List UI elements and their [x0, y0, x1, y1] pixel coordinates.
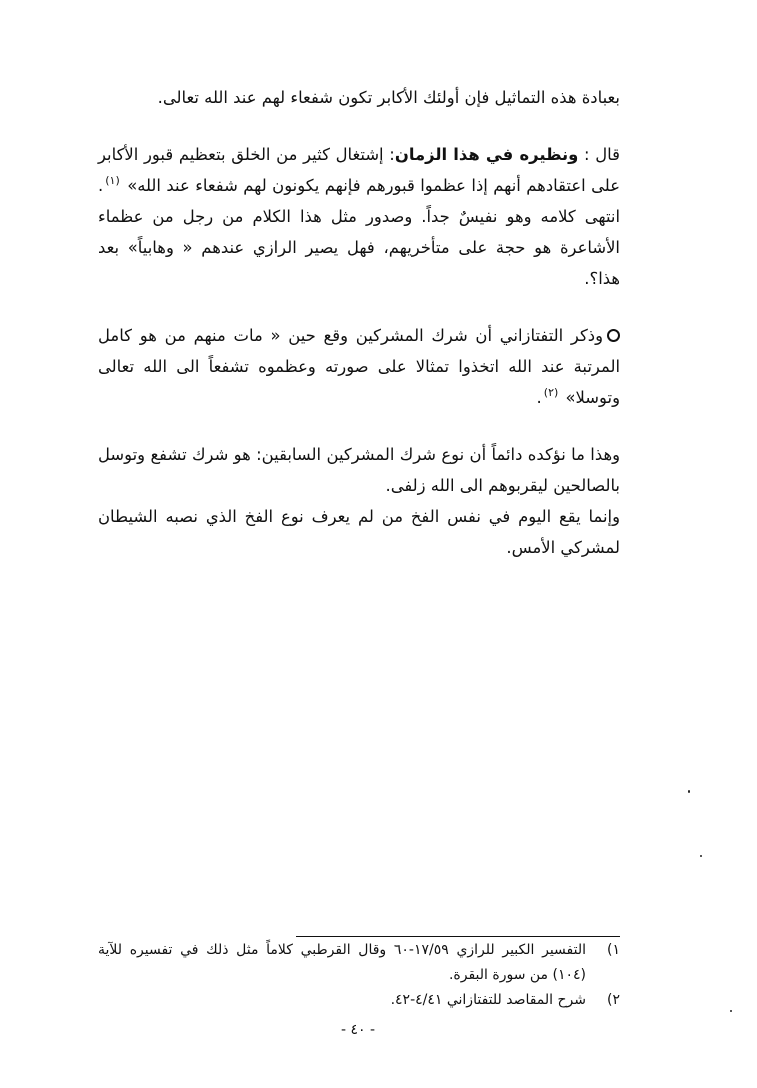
- page-number: - ٤٠ -: [340, 1022, 376, 1038]
- scan-speck: [700, 855, 702, 857]
- scan-speck: [730, 1010, 732, 1012]
- paragraph-2-tail: . انتهى كلامه وهو نفيسٌ جداً. وصدور مثل هذا الكلام من رجل من عظماء الأشاعرة هو حجة على متأخريهم، فهل يصير الرازي عندهم « وهابياً» بعد هذا؟.: [98, 176, 620, 288]
- paragraph-3-body: وذكر التفتازاني أن شرك المشركين وقع حين « مات منهم من هو كامل المرتبة عند الله اتخذوا تمثالا على صورته وعظموه تشفعاً الى الله تعالى وتوسلا»: [98, 326, 620, 407]
- scan-speck: [688, 790, 690, 793]
- footnote-ref-2: (٢): [543, 386, 559, 399]
- footnote-2-text: شرح المقاصد للتفتازاني ٤/٤١-٤٢.: [390, 992, 586, 1008]
- paragraph-4-text: وهذا ما نؤكده دائماً أن نوع شرك المشركين السابقين: هو شرك تشفع وتوسل بالصالحين ليقربوهم الى الله زلفى.: [98, 445, 620, 495]
- footnote-ref-1: (١): [105, 174, 120, 187]
- paragraph-3-tail: .: [536, 388, 542, 407]
- footnote-separator: [296, 936, 620, 937]
- paragraph-2-bold-phrase: ونظيره في هذا الزمان: [394, 145, 579, 164]
- paragraph-4: [98, 439, 620, 501]
- paragraph-5: [98, 501, 620, 563]
- paragraph-5-text: وإنما يقع اليوم في نفس الفخ من لم يعرف نوع الفخ الذي نصبه الشيطان لمشركي الأمس.: [98, 507, 620, 557]
- footnote-1-number: ١): [607, 942, 620, 958]
- paragraph-2-body: : إشتغال كثير من الخلق بتعظيم قبور الأكابر على اعتقادهم أنهم إذا عظموا قبورهم فإنهم يكونون لهم شفعاء عند الله»: [98, 145, 620, 195]
- footnotes: [98, 938, 620, 1013]
- paragraph-2-lead: قال :: [584, 145, 620, 164]
- paragraph-1: [98, 82, 620, 113]
- paragraph-1-text: بعبادة هذه التماثيل فإن أولئك الأكابر تكون شفعاء لهم عند الله تعالى.: [157, 88, 620, 107]
- paragraph-3: [98, 320, 620, 413]
- footnote-2: [98, 988, 620, 1013]
- paragraph-2: [98, 139, 620, 294]
- footnote-1: [98, 938, 620, 988]
- circle-bullet-icon: [607, 329, 620, 342]
- footnote-1-text: التفسير الكبير للرازي ١٧/٥٩-٦٠ وقال القرطبي كلاماً مثل ذلك في تفسيره للآية (١٠٤) من سورة البقرة.: [98, 942, 586, 983]
- main-text: [98, 82, 620, 563]
- footnote-2-number: ٢): [607, 992, 620, 1008]
